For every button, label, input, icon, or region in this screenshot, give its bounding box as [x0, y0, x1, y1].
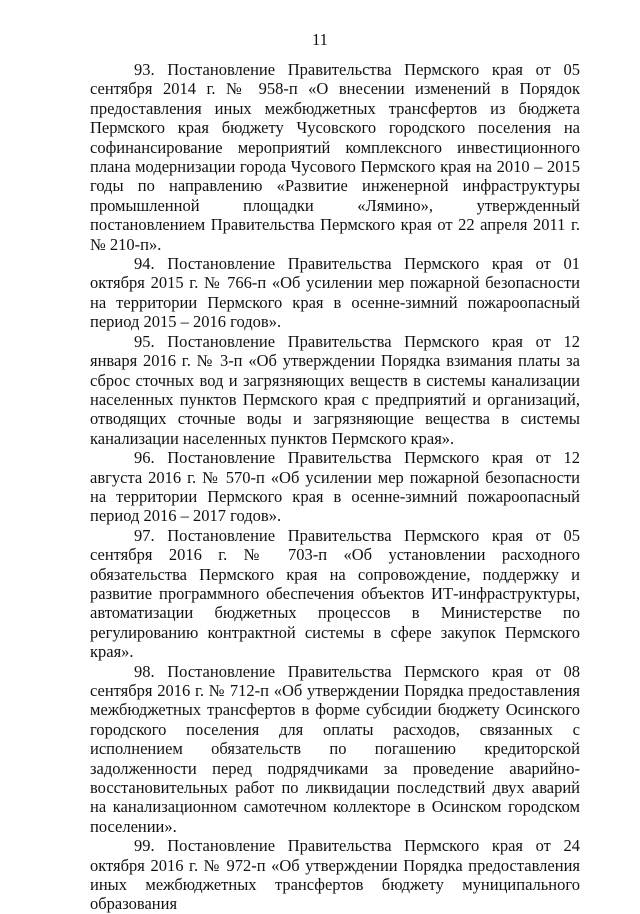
page-number: 11: [312, 30, 328, 49]
paragraph-item-93: 93. Постановление Правительства Пермского края от 05 сентября 2014 г. № 958-п «О внесении изменений в Порядок предоставления иных межбюджетных трансфертов из бюджета Пермского края бюджету Чусовского городского поселения на софинансирование мероприятий комплексного инвестиционного плана модернизации города Чусового Пермского края на 2010 – 2015 годы по направлению «Развитие инженерной инфраструктуры промышленной площадки «Лямино», утвержденный постановлением Правительства Пермского края от 22 апреля 2011 г. № 210-п».: [90, 60, 580, 254]
paragraph-item-94: 94. Постановление Правительства Пермского края от 01 октября 2015 г. № 766-п «Об усилении мер пожарной безопасности на территории Пермского края в осенне-зимний пожароопасный период 2015 – 2016 годов».: [90, 254, 580, 332]
paragraph-item-98: 98. Постановление Правительства Пермского края от 08 сентября 2016 г. № 712-п «Об утверждении Порядка предоставления межбюджетных трансфертов в форме субсидии бюджету Осинского городского поселения для оплаты расходов, связанных с исполнением обязательств по погашению кредиторской задолженности перед подрядчиками за проведение аварийно-восстановительных работ по ликвидации последствий двух аварий на канализационном самотечном коллекторе в Осинском городском поселении».: [90, 661, 580, 836]
paragraph-item-96: 96. Постановление Правительства Пермского края от 12 августа 2016 г. № 570-п «Об усилении мер пожарной безопасности на территории Пермского края в осенне-зимний пожароопасный период 2016 – 2017 годов».: [90, 448, 580, 526]
paragraph-item-99: 99. Постановление Правительства Пермского края от 24 октября 2016 г. № 972-п «Об утверждении Порядка предоставления иных межбюджетных трансфертов бюджету муниципального образования: [90, 836, 580, 914]
document-body: [90, 60, 580, 914]
paragraph-item-97: 97. Постановление Правительства Пермского края от 05 сентября 2016 г. № 703-п «Об установлении расходного обязательства Пермского края на сопровождение, поддержку и развитие программного обеспечения объектов ИТ-инфраструктуры, автоматизации бюджетных процессов в Министерстве по регулированию контрактной системы в сфере закупок Пермского края».: [90, 525, 580, 662]
paragraph-item-95: 95. Постановление Правительства Пермского края от 12 января 2016 г. № 3-п «Об утверждении Порядка взимания платы за сброс сточных вод и загрязняющих веществ в системы канализации населенных пунктов Пермского края с предприятий и организаций, отводящих сточные воды и загрязняющие вещества в системы канализации населенных пунктов Пермского края».: [90, 331, 580, 448]
